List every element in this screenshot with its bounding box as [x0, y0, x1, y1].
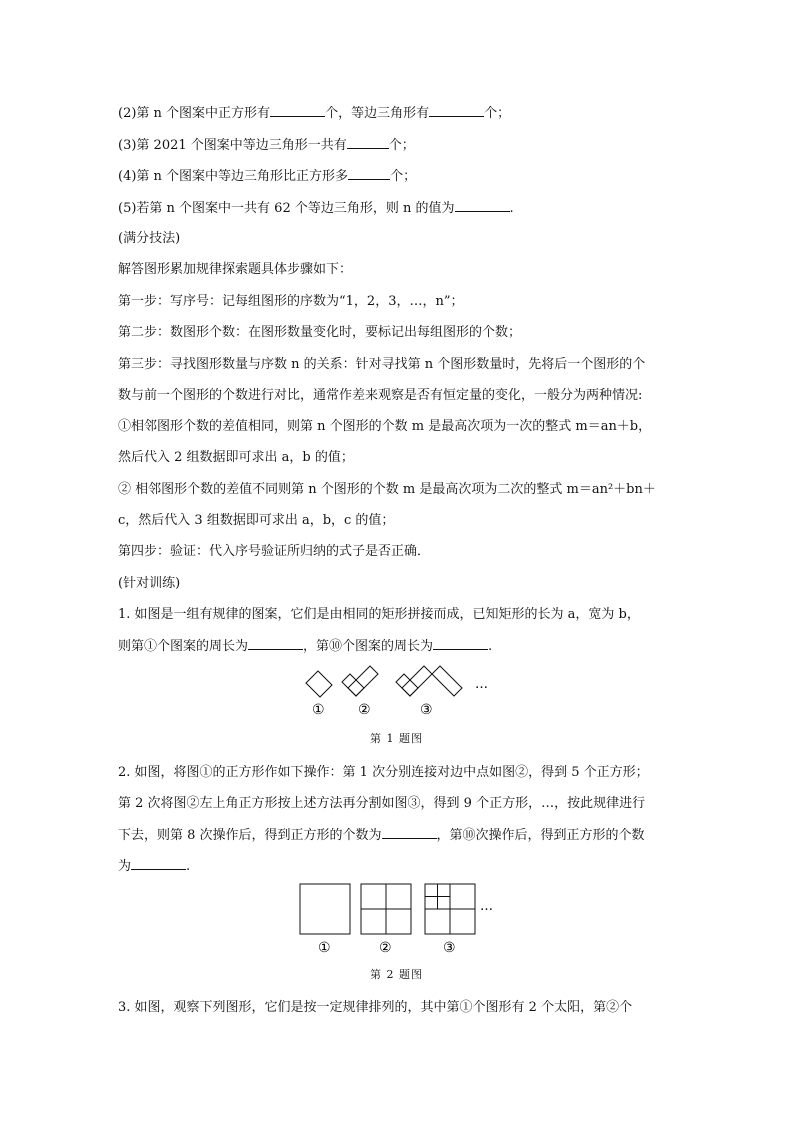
answer-blank[interactable]	[248, 637, 303, 650]
paragraph-line: 3. 如图，观察下列图形，它们是按一定规律排列的，其中第①个图形有 2 个太阳，第②个	[118, 1000, 633, 1015]
figure-label: ②	[358, 702, 371, 718]
section-heading: (满分技法)	[118, 231, 181, 246]
answer-blank[interactable]	[429, 104, 484, 117]
answer-blank[interactable]	[347, 136, 389, 149]
answer-blank[interactable]	[270, 104, 325, 117]
question-4-line	[118, 167, 416, 186]
rectangle-shape	[306, 671, 332, 697]
text: ，第⑩个图案的周长为	[303, 639, 434, 654]
paragraph-line	[118, 826, 645, 845]
paragraph-line: 2. 如图，将图①的正方形作如下操作：第 1 次分别连接对边中点如图②，得到 5 个正方形；	[118, 765, 649, 780]
rectangle-shape	[348, 666, 378, 696]
figure-label: ①	[312, 702, 325, 718]
section-heading: (针对训练)	[118, 576, 181, 591]
question-5-line	[118, 199, 514, 218]
square-shape	[300, 884, 350, 934]
text: 个；	[390, 169, 417, 184]
answer-blank[interactable]	[131, 857, 186, 870]
answer-blank[interactable]	[455, 199, 510, 212]
ellipsis: …	[475, 677, 488, 692]
text: (4)第 n 个图案中等边三角形比正方形多	[118, 169, 349, 184]
paragraph-line: 第四步：验证：代入序号验证所归纳的式子是否正确．	[118, 544, 431, 559]
text: .	[186, 859, 191, 874]
paragraph-line: 第二步：数图形个数：在图形数量变化时，要标记出每组图形的个数；	[118, 325, 522, 340]
text: (5)若第 n 个图案中一共有 62 个等边三角形，则 n 的值为	[118, 201, 455, 216]
text: 为	[118, 859, 132, 874]
paragraph-line: 解答图形累加规律探索题具体步骤如下：	[118, 262, 353, 277]
paragraph-line	[118, 637, 492, 656]
question-3-line	[118, 136, 415, 155]
figure-label: ③	[443, 940, 456, 956]
rectangle-shape	[402, 666, 432, 696]
text: (2)第 n 个图案中正方形有	[118, 106, 271, 121]
figure-2-caption: 第 2 题图	[370, 968, 423, 981]
text: 则第①个图案的周长为	[118, 639, 249, 654]
text: 个；	[484, 106, 511, 121]
text: 个；	[388, 138, 415, 153]
paragraph-line: ①相邻图形个数的差值相同，则第 n 个图形的个数 m 是最高次项为一次的整式 m＝an＋b，	[118, 419, 652, 434]
paragraph-line: 第三步：寻找图形数量与序数 n 的关系：针对寻找第 n 个图形数量时，先将后一个图形的个	[118, 357, 646, 372]
paragraph-line: ② 相邻图形个数的差值不同则第 n 个图形的个数 m 是最高次项为二次的整式 m＝an²＋bn＋	[118, 482, 656, 497]
answer-blank[interactable]	[382, 826, 437, 839]
text: (3)第 2021 个图案中等边三角形一共有	[118, 138, 347, 153]
figure-2	[298, 882, 508, 958]
paragraph-line: 然后代入 2 组数据即可求出 a，b 的值；	[118, 450, 354, 465]
text: .	[509, 201, 514, 216]
paragraph-line: 1. 如图是一组有规律的图案，它们是由相同的矩形拼接而成，已知矩形的长为 a，宽为 b，	[118, 607, 640, 622]
paragraph-line: c，然后代入 3 组数据即可求出 a，b，c 的值；	[118, 513, 395, 528]
rectangle-shape	[432, 666, 462, 696]
text: .	[488, 639, 493, 654]
figure-1	[296, 658, 496, 720]
figure-label: ③	[420, 702, 433, 718]
paragraph-line	[118, 857, 190, 876]
figure-1-caption: 第 1 题图	[370, 732, 423, 745]
figure-label: ②	[379, 940, 392, 956]
paragraph-line: 第一步：写序号：记每组图形的序数为“1，2，3，…，n”；	[118, 294, 464, 309]
question-2-line	[118, 104, 510, 123]
answer-blank[interactable]	[433, 637, 488, 650]
paragraph-line: 数与前一个图形的个数进行对比，通常作差来观察是否有恒定量的变化，一般分为两种情况:	[118, 388, 643, 403]
answer-blank[interactable]	[348, 167, 390, 180]
paragraph-line: 第 2 次将图②左上角正方形按上述方法再分割如图③，得到 9 个正方形，…，按此规律进行	[118, 796, 646, 811]
text: ，第⑩次操作后，得到正方形的个数	[436, 828, 645, 843]
figure-label: ①	[318, 940, 331, 956]
text: 个，等边三角形有	[325, 106, 430, 121]
text: 下去，则第 8 次操作后，得到正方形的个数为	[118, 828, 382, 843]
ellipsis: …	[480, 899, 493, 914]
